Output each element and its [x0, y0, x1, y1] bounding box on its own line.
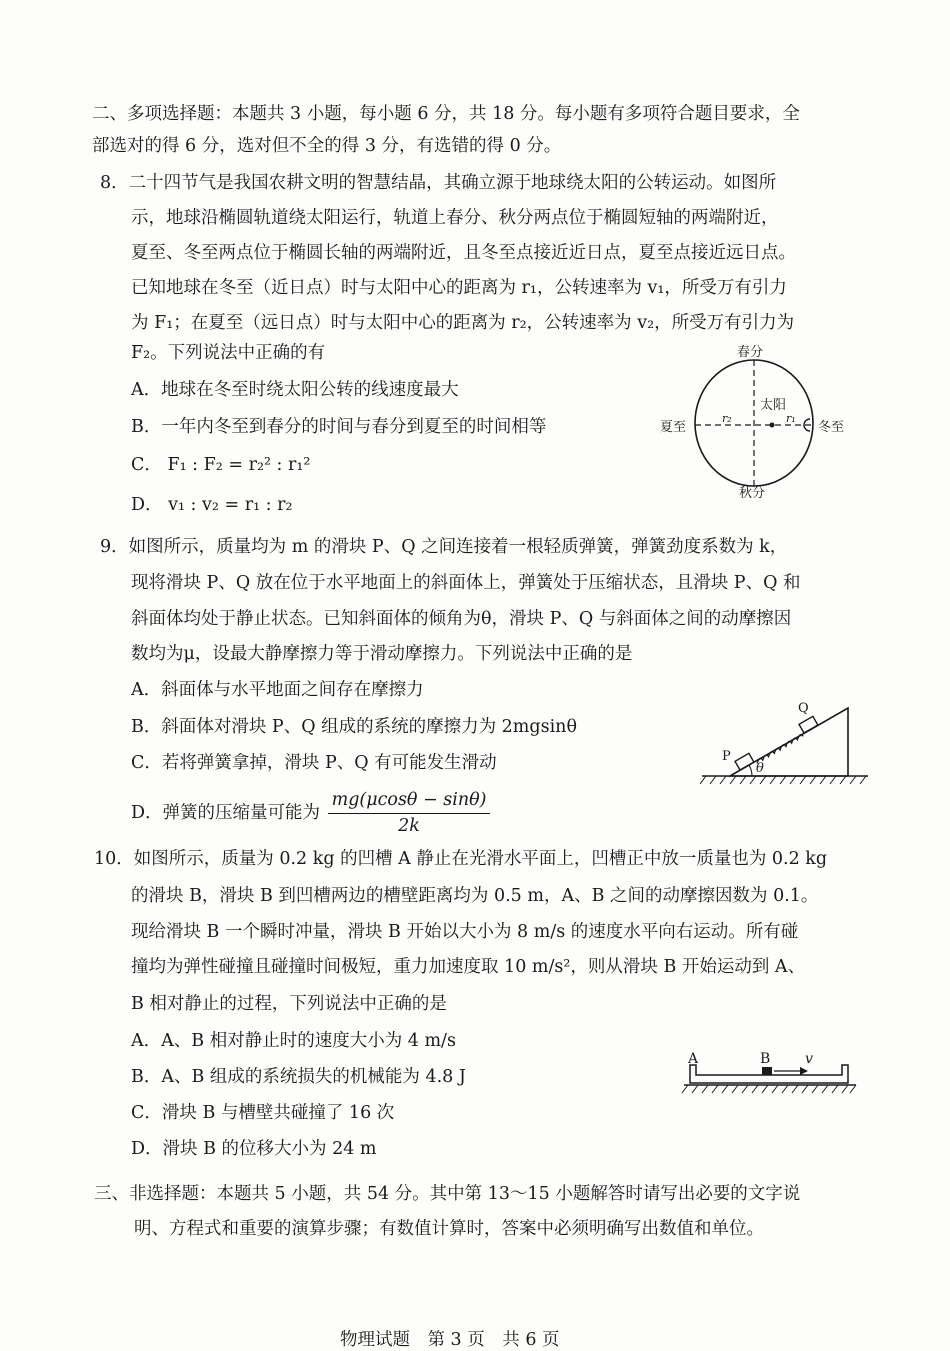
q10-line-3: 现给滑块 B 一个瞬时冲量，滑块 B 开始以大小为 8 m/s 的速度水平向右运动。所有碰	[131, 922, 799, 942]
q9-option-d[interactable]	[131, 790, 490, 837]
label-a: A	[688, 1051, 699, 1067]
velocity-arrowhead	[800, 1067, 808, 1075]
q9-option-d-label: D．弹簧的压缩量可能为	[131, 803, 321, 823]
q8-option-a[interactable]: A．地球在冬至时绕太阳公转的线速度最大	[131, 380, 459, 400]
q9-option-d-fraction	[328, 790, 491, 837]
q8-line-4: 已知地球在冬至（近日点）时与太阳中心的距离为 r₁，公转速率为 v₁，所受万有引力	[131, 278, 787, 298]
q8-line-3: 夏至、冬至两点位于椭圆长轴的两端附近，且冬至点接近近日点，夏至点接近远日点。	[131, 243, 796, 263]
q10-line-4: 撞均为弹性碰撞且碰撞时间极短，重力加速度取 10 m/s²，则从滑块 B 开始运动到 A、	[131, 957, 806, 977]
q10-option-a[interactable]: A．A、B 相对静止时的速度大小为 4 m/s	[131, 1031, 456, 1051]
q10-option-d[interactable]: D．滑块 B 的位移大小为 24 m	[131, 1139, 377, 1159]
section3-line1: 三、非选择题：本题共 5 小题，共 54 分。其中第 13～15 小题解答时请写出必要的文字说	[94, 1184, 801, 1204]
label-r2: r₂	[722, 412, 732, 425]
q10-line-5: B 相对静止的过程，下列说法中正确的是	[131, 994, 447, 1014]
section2-line2: 部选对的得 6 分，选对但不全的得 3 分，有选错的得 0 分。	[92, 136, 562, 156]
label-b: B	[760, 1051, 771, 1067]
q9-line-2: 现将滑块 P、Q 放在位于水平地面上的斜面体上，弹簧处于压缩状态，且滑块 P、Q 和	[131, 573, 801, 593]
spring-coil	[755, 734, 805, 763]
label-dongzhi: 冬至	[818, 420, 845, 435]
page-footer: 物理试题 第 3 页 共 6 页	[340, 1330, 560, 1350]
label-chunfen: 春分	[737, 345, 764, 360]
block-q	[799, 716, 818, 733]
block-p	[735, 753, 754, 770]
label-r1: r₁	[786, 412, 796, 425]
q10-line-1: 10．如图所示，质量为 0.2 kg 的凹槽 A 静止在光滑水平面上，凹槽正中放一质量也为 0.2 kg	[94, 849, 828, 869]
section3-line2: 明、方程式和重要的演算步骤；有数值计算时，答案中必须明确写出数值和单位。	[134, 1219, 764, 1239]
q9-option-a[interactable]: A．斜面体与水平地面之间存在摩擦力	[131, 680, 424, 700]
ground-hatching	[682, 1085, 856, 1093]
label-v: v	[805, 1051, 813, 1067]
angle-arc	[749, 765, 752, 776]
label-theta: θ	[756, 761, 764, 776]
fraction-denominator: 2k	[398, 816, 420, 836]
q10-option-b[interactable]: B．A、B 组成的系统损失的机械能为 4.8 J	[131, 1067, 466, 1087]
q10-option-c[interactable]: C．滑块 B 与槽壁共碰撞了 16 次	[131, 1103, 395, 1123]
section2-line1: 二、多项选择题：本题共 3 小题，每小题 6 分，共 18 分。每小题有多项符合题目要求，全	[92, 104, 800, 124]
q9-line-3: 斜面体均处于静止状态。已知斜面体的倾角为θ，滑块 P、Q 与斜面体之间的动摩擦因	[131, 609, 792, 629]
label-q: Q	[798, 701, 809, 716]
q8-line-5: 为 F₁；在夏至（远日点）时与太阳中心的距离为 r₂，公转速率为 v₂，所受万有引力为	[131, 313, 795, 333]
q8-line-6: F₂。下列说法中正确的有	[131, 343, 326, 363]
ground-hatching	[700, 776, 866, 784]
q10-groove-figure	[680, 1047, 860, 1097]
label-p: P	[722, 749, 731, 764]
label-sun: 太阳	[760, 398, 787, 413]
sun-icon	[770, 423, 775, 428]
label-xiazhi: 夏至	[660, 420, 687, 435]
q9-option-b[interactable]: B．斜面体对滑块 P、Q 组成的系统的摩擦力为 2mgsinθ	[131, 717, 577, 737]
q8-line-2: 示，地球沿椭圆轨道绕太阳运行，轨道上春分、秋分两点位于椭圆短轴的两端附近，	[131, 208, 779, 228]
q9-option-c[interactable]: C．若将弹簧拿掉，滑块 P、Q 有可能发生滑动	[131, 753, 497, 773]
block-b	[762, 1067, 772, 1075]
fraction-numerator: mg(μcosθ − sinθ)	[328, 790, 491, 814]
q8-line-1: 8．二十四节气是我国农耕文明的智慧结晶，其确立源于地球绕太阳的公转运动。如图所	[100, 173, 777, 193]
label-qiufen: 秋分	[739, 486, 766, 501]
q10-line-2: 的滑块 B，滑块 B 到凹槽两边的槽壁距离均为 0.5 m，A、B 之间的动摩擦因数为 0.1。	[131, 886, 819, 906]
q9-line-1: 9．如图所示，质量均为 m 的滑块 P、Q 之间连接着一根轻质弹簧，弹簧劲度系数为 k，	[100, 537, 788, 557]
q8-option-b[interactable]: B．一年内冬至到春分的时间与春分到夏至的时间相等	[131, 417, 547, 437]
q8-orbit-figure	[650, 343, 890, 503]
q8-option-d[interactable]: D． v₁ : v₂ = r₁ : r₂	[131, 495, 293, 515]
q9-incline-figure	[700, 698, 875, 786]
q8-option-c[interactable]: C． F₁ : F₂ = r₂² : r₁²	[131, 455, 311, 475]
q9-line-4: 数均为μ，设最大静摩擦力等于滑动摩擦力。下列说法中正确的是	[131, 644, 633, 664]
